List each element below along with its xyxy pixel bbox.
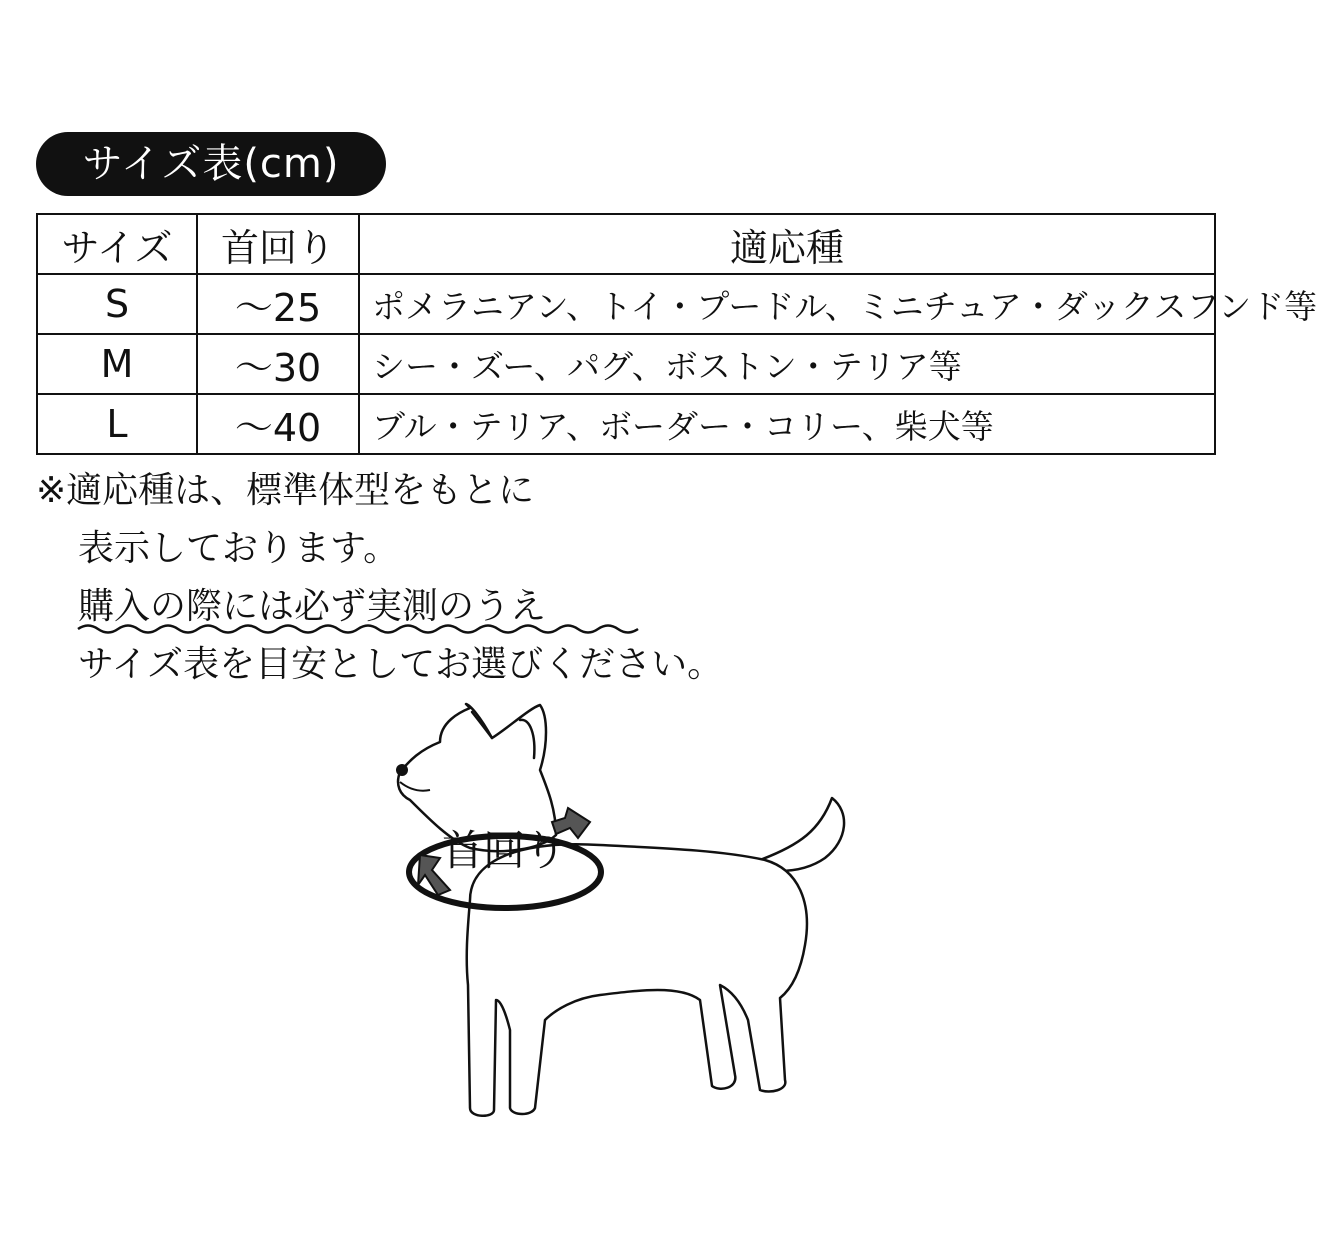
neck-label: 首回り [442, 826, 566, 875]
neck-cell: 〜30 [197, 334, 359, 394]
note-line-3-wrap [36, 578, 723, 636]
note-line-3: 購入の際には必ず実測のうえ [78, 586, 547, 627]
dog-nose [396, 764, 408, 776]
size-notes [36, 462, 723, 694]
note-emphasis [78, 578, 546, 636]
size-chart-title: サイズ表(cm) [36, 132, 386, 196]
breeds-cell: シー・ズー、パグ、ボストン・テリア等 [359, 334, 1215, 394]
header-size: サイズ [37, 214, 197, 274]
note-line-1: ※適応種は、標準体型をもとに [36, 470, 535, 511]
table-row [37, 334, 1215, 394]
table-header-row [37, 214, 1215, 274]
size-cell: L [37, 394, 197, 454]
neck-cell: 〜25 [197, 274, 359, 334]
size-cell: S [37, 274, 197, 334]
breeds-cell: ブル・テリア、ボーダー・コリー、柴犬等 [359, 394, 1215, 454]
breeds-cell: ポメラニアン、トイ・プードル、ミニチュア・ダックスフンド等 [359, 274, 1215, 334]
note-line-2: 表示しております。 [78, 528, 400, 569]
header-breeds: 適応種 [359, 214, 1215, 274]
size-cell: M [37, 334, 197, 394]
neck-cell: 〜40 [197, 394, 359, 454]
dog-tail [760, 798, 844, 871]
wavy-underline [78, 622, 638, 636]
dog-body [467, 844, 807, 1116]
dog-illustration [390, 700, 870, 1130]
note-line-4: サイズ表を目安としてお選びください。 [78, 644, 724, 685]
size-table [36, 213, 1317, 455]
table-row [37, 274, 1215, 334]
header-neck: 首回り [197, 214, 359, 274]
table-row [37, 394, 1215, 454]
